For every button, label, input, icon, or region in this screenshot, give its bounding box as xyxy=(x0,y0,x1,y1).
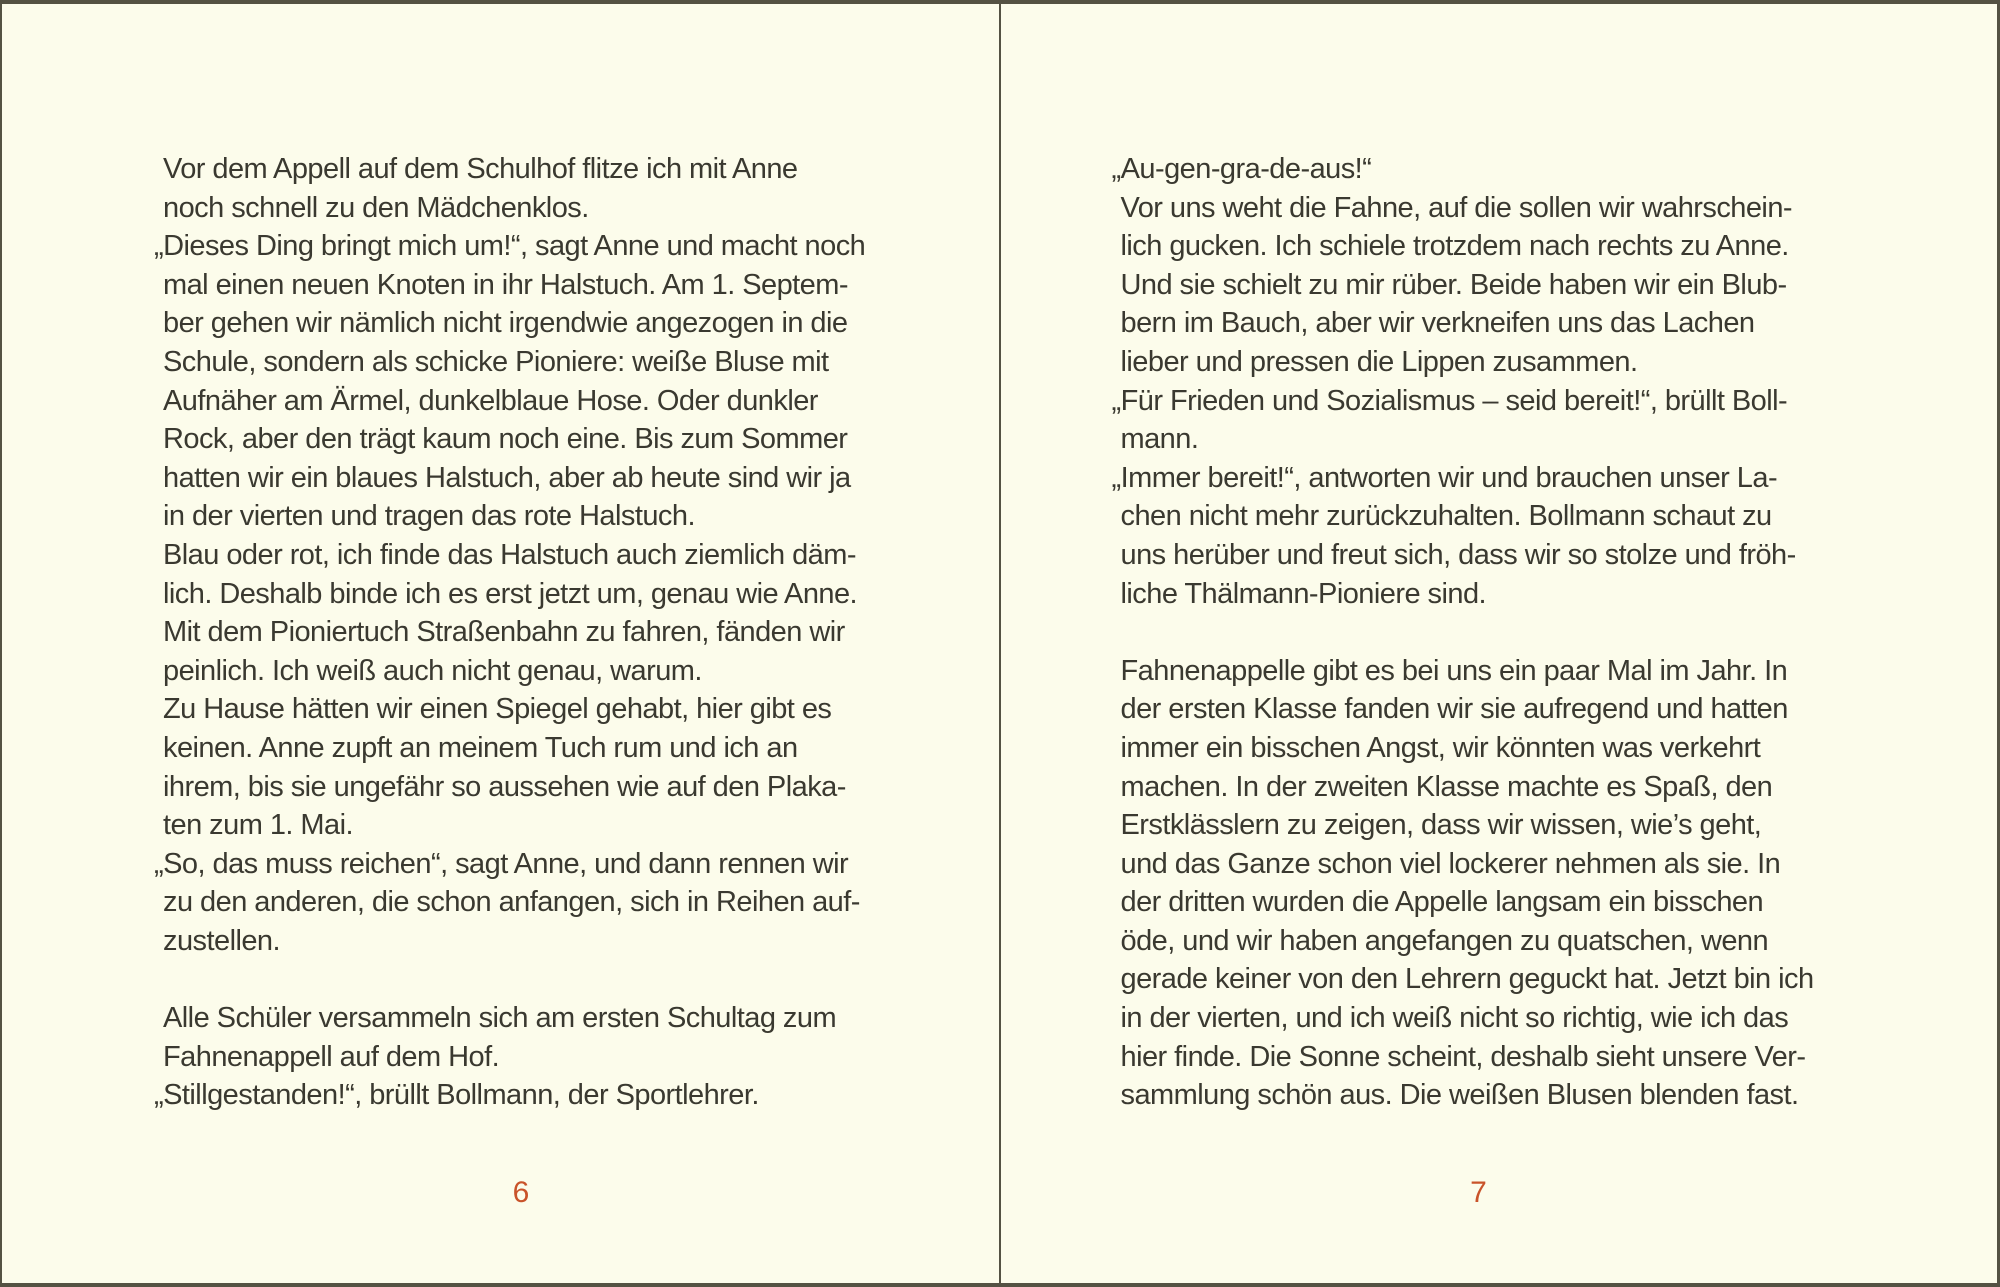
text-line: gerade keiner von den Lehrern geguckt hat. Jetzt bin ich xyxy=(1120,963,1814,996)
text-line: liche Thälmann-Pioniere sind. xyxy=(1120,577,1487,610)
page-right xyxy=(1000,4,1998,1283)
page-left xyxy=(2,4,1000,1283)
text-line: lieber und pressen die Lippen zusammen. xyxy=(1120,345,1638,378)
page-right-text-block xyxy=(1111,150,1837,1115)
text-line: und das Ganze schon viel lockerer nehmen als sie. In xyxy=(1120,847,1781,880)
text-line: „Stillgestanden!“, brüllt Bollmann, der Sportlehrer. xyxy=(154,1079,759,1112)
text-line: „Au-gen-gra-de-aus!“ xyxy=(1111,153,1372,185)
text-line: „Dieses Ding bringt mich um!“, sagt Anne und macht noch xyxy=(154,230,866,263)
text-line: mann. xyxy=(1120,423,1199,456)
text-line: ber gehen wir nämlich nicht irgendwie angezogen in die xyxy=(163,307,848,340)
text-line: lich gucken. Ich schiele trotzdem nach rechts zu Anne. xyxy=(1120,230,1789,263)
text-line: der ersten Klasse fanden wir sie aufregend und hatten xyxy=(1120,693,1788,726)
text-line: öde, und wir haben angefangen zu quatschen, wenn xyxy=(1120,924,1769,957)
text-line: „So, das muss reichen“, sagt Anne, und dann rennen wir xyxy=(154,847,849,880)
text-line: uns herüber und freut sich, dass wir so stolze und fröh- xyxy=(1120,538,1796,571)
text-line: machen. In der zweiten Klasse machte es Spaß, den xyxy=(1120,770,1773,803)
page-number-right: 7 xyxy=(1470,1176,1487,1209)
text-line: noch schnell zu den Mädchenklos. xyxy=(163,191,589,224)
page-left-text-block xyxy=(154,150,879,1115)
text-line: Blau oder rot, ich finde das Halstuch auch ziemlich däm- xyxy=(163,538,856,571)
page-number-left: 6 xyxy=(512,1176,530,1209)
text-line: hier finde. Die Sonne scheint, deshalb sieht unsere Ver- xyxy=(1120,1040,1806,1073)
text-line: Vor uns weht die Fahne, auf die sollen wir wahrschein- xyxy=(1120,191,1793,224)
text-line: Aufnäher am Ärmel, dunkelblaue Hose. Oder dunkler xyxy=(163,384,818,417)
text-line: Zu Hause hätten wir einen Spiegel gehabt, hier gibt es xyxy=(163,693,832,726)
text-line: lich. Deshalb binde ich es erst jetzt um, genau wie Anne. xyxy=(163,577,858,610)
text-line: Fahnenappelle gibt es bei uns ein paar Mal im Jahr. In xyxy=(1120,654,1788,687)
text-line: chen nicht mehr zurückzuhalten. Bollmann schaut zu xyxy=(1120,500,1772,533)
text-line: in der vierten, und ich weiß nicht so richtig, wie ich das xyxy=(1120,1002,1789,1035)
text-line: der dritten wurden die Appelle langsam ein bisschen xyxy=(1120,886,1764,919)
text-line: keinen. Anne zupft an meinem Tuch rum und ich an xyxy=(163,731,798,764)
text-line: zustellen. xyxy=(163,924,281,957)
text-line: mal einen neuen Knoten in ihr Halstuch. Am 1. Septem- xyxy=(163,268,848,301)
text-line: in der vierten und tragen das rote Halstuch. xyxy=(163,500,695,533)
text-line: Und sie schielt zu mir rüber. Beide haben wir ein Blub- xyxy=(1120,268,1787,301)
text-line: Fahnenappell auf dem Hof. xyxy=(163,1040,500,1073)
text-line: Alle Schüler versammeln sich am ersten Schultag zum xyxy=(163,1002,837,1035)
text-line: bern im Bauch, aber wir verkneifen uns das Lachen xyxy=(1120,307,1755,340)
text-line: ten zum 1. Mai. xyxy=(163,809,353,842)
text-line: ihrem, bis sie ungefähr so aussehen wie auf den Plaka- xyxy=(163,770,846,803)
text-line: „Für Frieden und Sozialismus – seid bereit!“, brüllt Boll- xyxy=(1111,384,1788,417)
text-line: hatten wir ein blaues Halstuch, aber ab heute sind wir ja xyxy=(163,461,851,494)
text-line: Vor dem Appell auf dem Schulhof flitze ich mit Anne xyxy=(163,153,798,185)
text-line: immer ein bisschen Angst, wir könnten was verkehrt xyxy=(1120,731,1761,764)
text-line: Rock, aber den trägt kaum noch eine. Bis zum Sommer xyxy=(163,423,848,456)
text-line: peinlich. Ich weiß auch nicht genau, warum. xyxy=(163,654,702,687)
text-line: „Immer bereit!“, antworten wir und brauchen unser La- xyxy=(1111,461,1778,494)
text-line: zu den anderen, die schon anfangen, sich in Reihen auf- xyxy=(163,886,860,919)
spine-divider xyxy=(999,4,1001,1283)
text-line: Schule, sondern als schicke Pioniere: weiße Bluse mit xyxy=(163,345,829,378)
text-line xyxy=(1121,613,1837,652)
text-line xyxy=(163,960,879,999)
text-line: Mit dem Pioniertuch Straßenbahn zu fahren, fänden wir xyxy=(163,616,845,649)
text-line: sammlung schön aus. Die weißen Blusen blenden fast. xyxy=(1120,1079,1799,1112)
text-line: Erstklässlern zu zeigen, dass wir wissen, wie’s geht, xyxy=(1120,809,1762,842)
